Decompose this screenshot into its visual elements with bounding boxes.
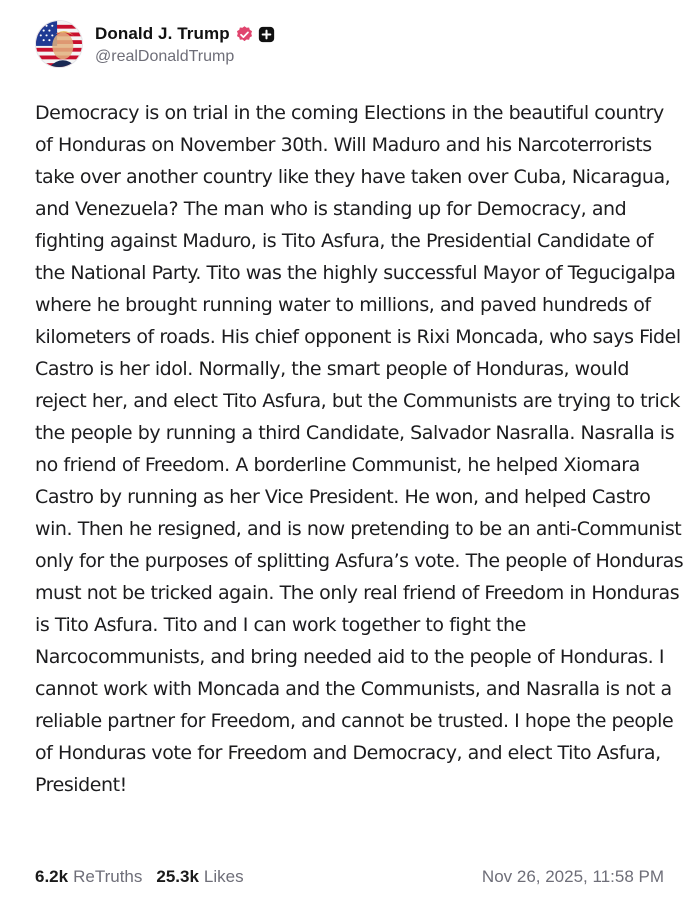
plus-badge-icon (258, 26, 275, 43)
flag-portrait-avatar-icon (36, 21, 82, 67)
post-header (35, 16, 275, 72)
post-stats (35, 867, 258, 887)
likes-label: Likes (203, 867, 244, 886)
verified-badge-icon (235, 25, 254, 44)
author-identity (95, 22, 275, 66)
retruths-stat[interactable] (35, 867, 142, 887)
avatar[interactable] (35, 20, 83, 68)
likes-stat[interactable] (156, 867, 243, 887)
retruths-count: 6.2k (35, 867, 69, 886)
retruths-label: ReTruths (73, 867, 143, 886)
author-display-name[interactable]: Donald J. Trump (95, 24, 230, 43)
likes-count: 25.3k (156, 867, 199, 886)
name-row (95, 22, 275, 46)
post-footer (35, 864, 664, 890)
post-timestamp[interactable]: Nov 26, 2025, 11:58 PM (481, 867, 664, 886)
author-handle[interactable]: @realDonaldTrump (95, 48, 235, 65)
post-text: Democracy is on trial in the coming Elections in the beautiful country of Honduras on November 30th. Will Maduro and his Narcoterrorists take over another country like they have taken over Cuba, Nicaragua, and Venezuela? The man who is standing up for Democracy, and fighting against Maduro, is Tito Asfura, the Presidential Candidate of the National Party. Tito was the highly successful Mayor of Tegucigalpa where he brought running water to millions, and paved hundreds of kilometers of roads. His chief opponent is Rixi Moncada, who says Fidel Castro is her idol. Normally, the smart people of Honduras, would reject her, and elect Tito Asfura, but the Communists are trying to trick the people by running a third Candidate, Salvador Nasralla. Nasralla is no friend of Freedom. A borderline Communist, he helped Xiomara Castro by running as her Vice President. He won, and helped Castro win. Then he resigned, and is now pretending to be an anti-Communist only for the purposes of splitting Asfura’s vote. The people of Honduras must not be tricked again. The only real friend of Freedom in Honduras is Tito Asfura. Tito and I can work together to fight the Narcocommunists, and bring needed aid to the people of Honduras. I cannot work with Moncada and the Communists, and Nasralla is not a reliable partner for Freedom, and cannot be trusted. I hope the people of Honduras vote for Freedom and Democracy, and elect Tito Asfura, President! (35, 102, 684, 796)
